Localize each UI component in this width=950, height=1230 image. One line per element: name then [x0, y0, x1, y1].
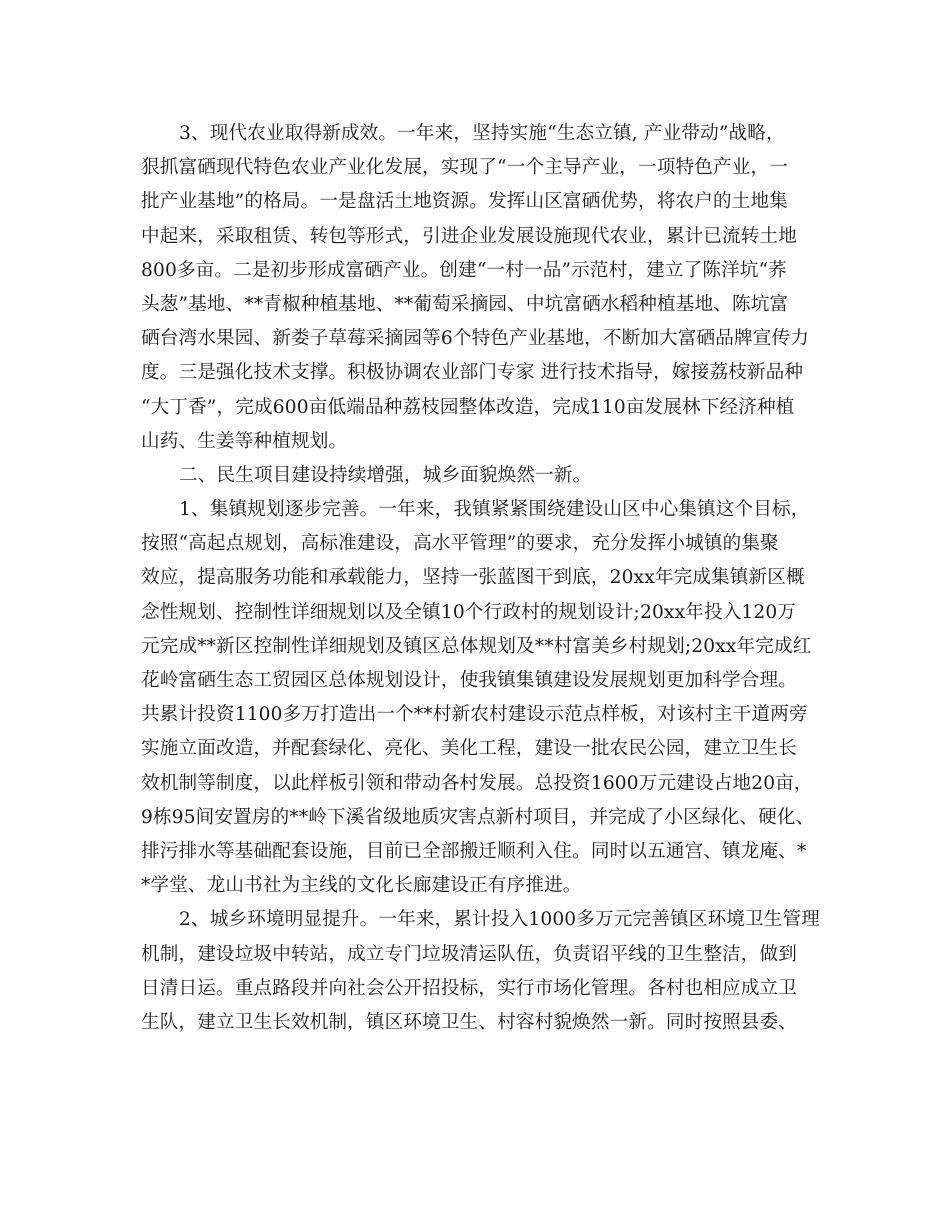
text-line: 日清日运。重点路段并向社会公开招投标，实行市场化管理。各村也相应成立卫 — [141, 977, 798, 999]
paragraph-urban-rural-environment — [141, 903, 821, 1040]
text-line: 9栋95间安置房的**岭下溪省级地质灾害点新村项目，并完成了小区绿化、硬化、 — [141, 806, 815, 828]
text-line: 头葱”基地、**青椒种植基地、**葡萄采摘园、中坑富硒水稻种植基地、陈坑富 — [141, 293, 789, 315]
text-line: 按照“高起点规划，高标准建设，高水平管理”的要求，充分发挥小城镇的集聚 — [141, 533, 779, 555]
text-line: 二、民生项目建设持续增强，城乡面貌焕然一新。 — [179, 464, 592, 486]
paragraph-modern-agriculture — [141, 117, 821, 459]
text-line: 中起来，采取租赁、转包等形式，引进企业发展设施现代农业，累计已流转土地 — [141, 225, 798, 247]
text-line: 元完成**新区控制性详细规划及镇区总体规划及**村富美乡村规划;20xx年完成红 — [141, 635, 812, 657]
text-line: 花岭富硒生态工贸园区总体规划设计，使我镇集镇建设发展规划更加科学合理。 — [141, 670, 798, 691]
section-heading-livelihood-projects — [141, 459, 821, 493]
text-line: 生队，建立卫生长效机制，镇区环境卫生、村容村貌焕然一新。同时按照县委、 — [141, 1011, 798, 1033]
paragraph-town-planning — [141, 493, 821, 903]
text-line: 效机制等制度，以此样板引领和带动各村发展。总投资1600万元建设占地20亩， — [141, 772, 813, 794]
text-line: 共累计投资1100多万打造出一个**村新农村建设示范点样板，对该村主干道两旁 — [141, 704, 808, 726]
text-line: 狠抓富硒现代特色农业产业化发展，实现了“一个主导产业，一项特色产业，一 — [141, 157, 788, 179]
text-line: 1、集镇规划逐步完善。一年来，我镇紧紧围绕建设山区中心集镇这个目标， — [179, 499, 810, 521]
text-line: 3、现代农业取得新成效。一年来，坚持实施“生态立镇, 产业带动”战略， — [179, 123, 785, 144]
text-line: “大丁香”，完成600亩低端品种荔枝园整体改造，完成110亩发展林下经济种植 — [141, 396, 795, 418]
document-page — [141, 117, 821, 1040]
text-line: 硒台湾水果园、新娄子草莓采摘园等6个特色产业基地，不断加大富硒品牌宣传力 — [141, 328, 810, 350]
text-line: 实施立面改造，并配套绿化、亮化、美化工程，建设一批农民公园，建立卫生长 — [141, 738, 798, 760]
text-line: 山药、生姜等种植规划。 — [141, 430, 348, 452]
text-line: 排污排水等基础配套设施，目前已全部搬迁顺利入住。同时以五通宫、镇龙庵、* — [141, 840, 807, 862]
text-line: 800多亩。二是初步形成富硒产业。创建“一村一品”示范村，建立了陈洋坑“荞 — [141, 259, 787, 281]
text-line: 机制，建设垃圾中转站，成立专门垃圾清运队伍，负责诏平线的卫生整洁，做到 — [141, 943, 798, 965]
text-line: 效应，提高服务功能和承载能力，坚持一张蓝图干到底，20xx年完成集镇新区概 — [141, 567, 805, 589]
text-line: 2、城乡环境明显提升。一年来，累计投入1000多万元完善镇区环境卫生管理 — [179, 909, 820, 931]
text-line: 度。三是强化技术支撑。积极协调农业部门专家 进行技术指导，嫁接荔枝新品种 — [141, 362, 804, 384]
text-line: 批产业基地”的格局。一是盘活土地资源。发挥山区富硒优势，将农户的土地集 — [141, 191, 788, 213]
text-line: *学堂、龙山书社为主线的文化长廊建设正有序推进。 — [141, 875, 582, 897]
text-line: 念性规划、控制性详细规划以及全镇10个行政村的规划设计;20xx年投入120万 — [141, 601, 797, 623]
